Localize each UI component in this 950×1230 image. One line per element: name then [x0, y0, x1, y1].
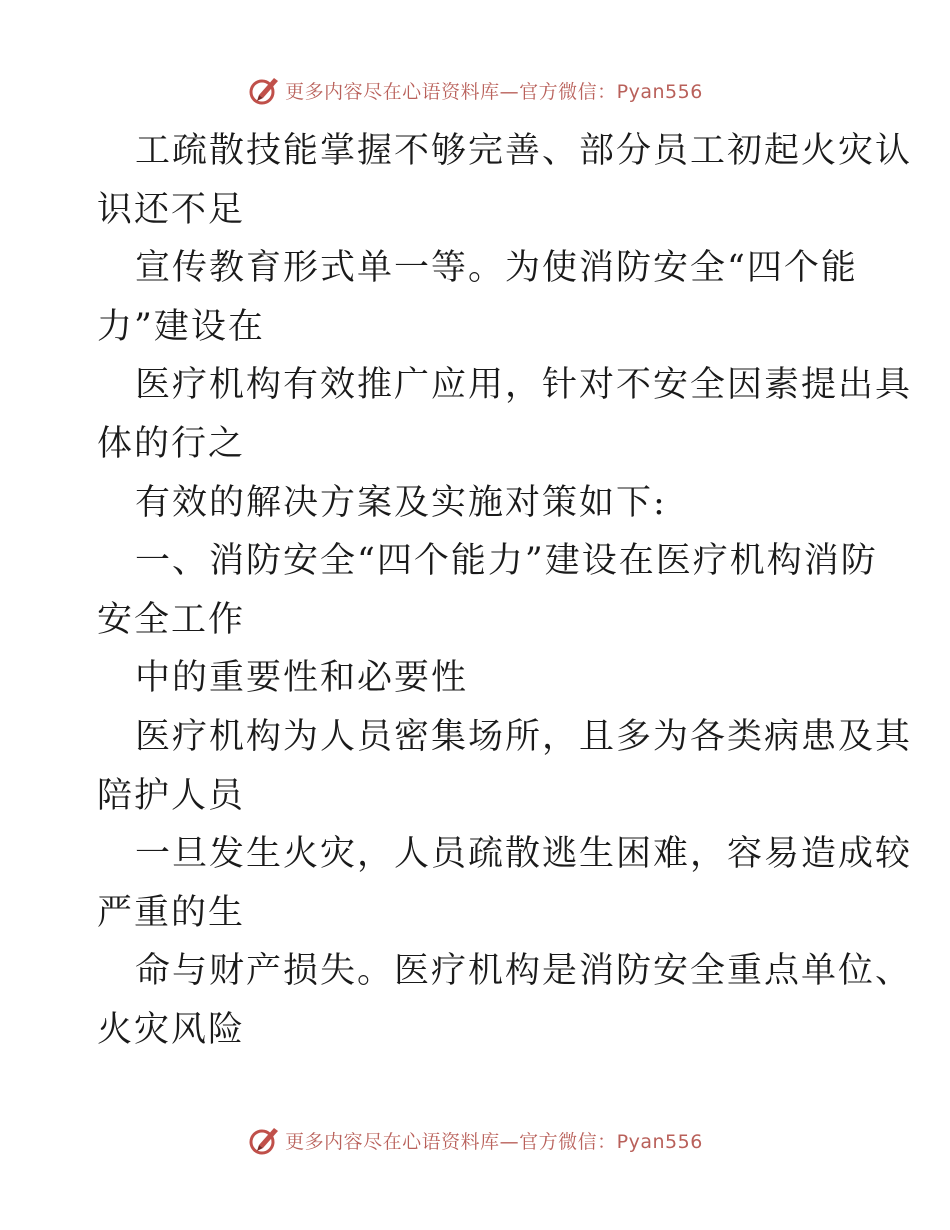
- body-text-line: 一旦发生火灾，人员疏散逃生困难，容易造成较: [135, 834, 913, 875]
- body-text-line: 安全工作: [97, 599, 246, 640]
- body-text-line: 工疏散技能掌握不够完善、部分员工初起火灾认: [135, 131, 913, 171]
- body-text-line: 宣传教育形式单一等。为使消防安全“四个能: [135, 248, 858, 289]
- body-text-line: 力”建设在: [97, 306, 265, 347]
- body-text-line: 识还不足: [97, 189, 246, 230]
- body-text-line: 严重的生: [97, 892, 246, 933]
- body-text-line: 火灾风险: [97, 1009, 246, 1050]
- body-text-line: 中的重要性和必要性: [135, 658, 469, 699]
- header-banner: [0, 72, 950, 108]
- body-text-line: 医疗机构有效推广应用，针对不安全因素提出具: [135, 365, 913, 406]
- body-text-line: 体的行之: [97, 423, 246, 464]
- brush-pen-logo-icon: [247, 1123, 281, 1157]
- body-text-line: 医疗机构为人员密集场所，且多为各类病患及其: [135, 716, 913, 757]
- body-text-line: 一、消防安全“四个能力”建设在医疗机构消防: [135, 541, 878, 582]
- document-body: [97, 122, 913, 1060]
- footer-banner: [0, 1122, 950, 1158]
- brush-pen-logo-icon: [247, 73, 281, 107]
- header-banner-text: 更多内容尽在心语资料库—官方微信：Pyan556: [285, 80, 703, 103]
- body-text-line: 命与财产损失。医疗机构是消防安全重点单位、: [135, 951, 913, 992]
- body-text-line: 陪护人员: [97, 775, 246, 816]
- body-text-line: 有效的解决方案及实施对策如下:: [135, 482, 667, 523]
- footer-banner-text: 更多内容尽在心语资料库—官方微信：Pyan556: [285, 1130, 703, 1153]
